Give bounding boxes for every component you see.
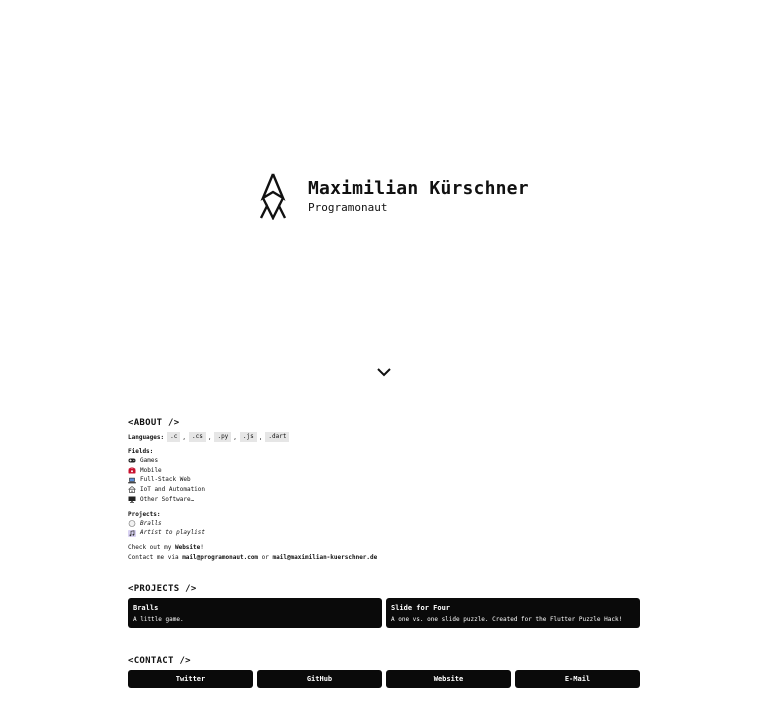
list-item[interactable] (128, 528, 640, 538)
list-item (128, 495, 640, 505)
project-card-title: Bralls (133, 604, 159, 612)
circle-icon (128, 520, 136, 527)
project-card-description: A one vs. one slide puzzle. Created for the Flutter Puzzle Hack! (391, 616, 623, 623)
monitor-icon (128, 496, 136, 503)
twitter-button[interactable]: Twitter (128, 670, 253, 688)
laptop-icon (128, 477, 136, 484)
gamepad-icon (128, 457, 136, 464)
about-heading: <ABOUT /> (128, 418, 180, 428)
separator: , (207, 433, 212, 441)
about-section (128, 416, 640, 563)
field-label: IoT and Automation (140, 486, 206, 494)
contact-heading: <CONTACT /> (128, 656, 191, 666)
separator: , (258, 433, 263, 441)
music-note-icon (128, 530, 136, 537)
contact-line (128, 553, 640, 563)
language-chip: .dart (265, 432, 289, 442)
list-item (128, 456, 640, 466)
project-link[interactable]: Bralls (140, 519, 162, 527)
project-card-slide-for-four[interactable] (386, 598, 640, 628)
field-label: Full-Stack Web (140, 476, 191, 484)
github-button[interactable]: GitHub (257, 670, 382, 688)
page-title: Maximilian Kürschner (308, 177, 529, 199)
field-label: Games (140, 457, 159, 464)
website-line-prefix: Check out my (128, 543, 175, 551)
website-line (128, 543, 640, 553)
fields-label: Fields: (128, 448, 154, 455)
email-button[interactable]: E-Mail (515, 670, 640, 688)
separator: , (233, 433, 237, 441)
project-card-title: Slide for Four (391, 604, 451, 612)
contact-buttons (128, 670, 640, 688)
list-item (128, 466, 640, 476)
project-link[interactable]: Artist to playlist (140, 529, 206, 537)
project-card-bralls[interactable] (128, 598, 382, 628)
projects-heading: <PROJECTS /> (128, 584, 197, 594)
contact-line-or: or (258, 553, 273, 561)
chevron-down-icon[interactable] (376, 366, 392, 378)
language-chip: .c (167, 432, 180, 442)
projects-label: Projects: (128, 510, 161, 518)
house-icon (128, 486, 136, 493)
brand (258, 172, 529, 220)
email-link-secondary[interactable]: mail@maximilian-kuerschner.de (272, 553, 378, 561)
language-chip: .js (240, 432, 257, 442)
website-line-suffix: ! (200, 543, 204, 551)
field-label: Other Software… (140, 495, 195, 503)
language-chip: .cs (189, 432, 206, 442)
email-link-primary[interactable]: mail@programonaut.com (182, 553, 259, 561)
languages-row (128, 432, 640, 442)
project-card-description: A little game. (133, 616, 184, 623)
contact-line-prefix: Contact me via (128, 553, 183, 561)
brand-text (308, 178, 529, 215)
languages-label: Languages: (128, 433, 165, 441)
list-item (128, 485, 640, 495)
tagline: Programonaut (308, 200, 388, 214)
website-link[interactable]: Website (174, 543, 201, 551)
field-label: Mobile (140, 466, 162, 474)
website-button[interactable]: Website (386, 670, 511, 688)
programonaut-logo-icon (258, 172, 288, 220)
list-item[interactable] (128, 519, 640, 529)
separator: , (182, 433, 186, 441)
list-item (128, 475, 640, 485)
projects-grid (128, 598, 640, 628)
phone-icon (128, 467, 136, 474)
language-chip: .py (214, 432, 231, 442)
